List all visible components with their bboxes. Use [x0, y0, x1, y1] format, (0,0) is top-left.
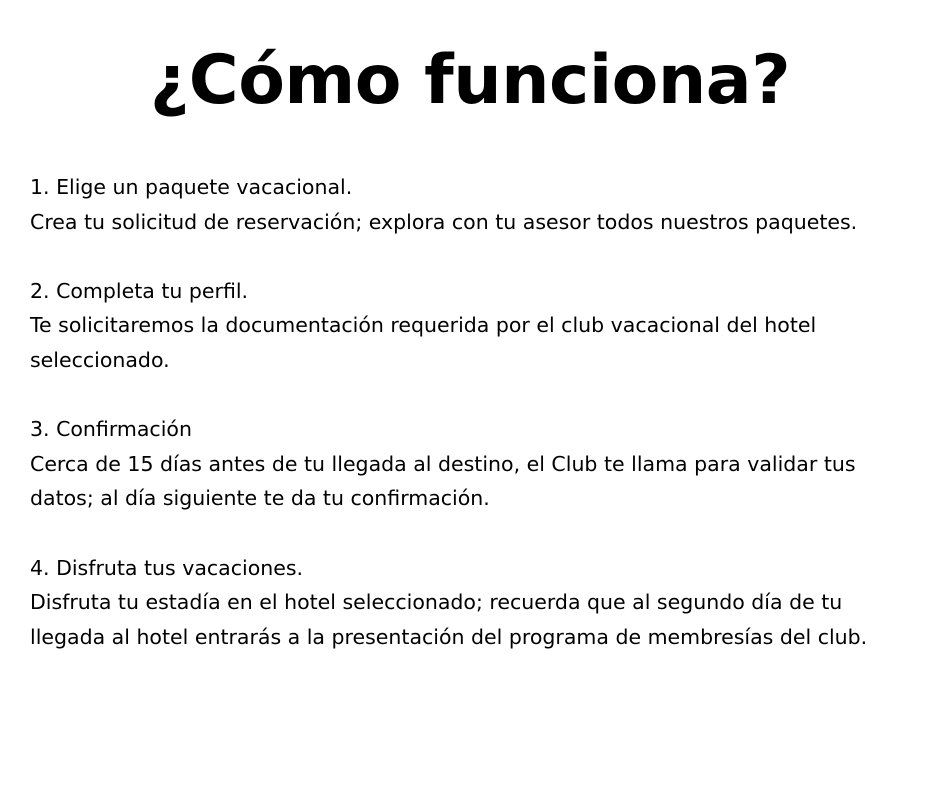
step-description: Disfruta tu estadía en el hotel seleccionado; recuerda que al segundo día de tu llegada al hotel entrarás a la presentación del programa de membresías del club. — [30, 590, 868, 649]
step-3 — [30, 412, 920, 516]
steps-list — [30, 170, 920, 689]
step-description: Cerca de 15 días antes de tu llegada al destino, el Club te llama para validar tus datos; al día siguiente te da tu confirmación. — [30, 451, 856, 511]
step-heading: 3. Confirmación — [30, 417, 192, 442]
step-heading: 2. Completa tu perfil. — [30, 278, 249, 303]
step-4 — [30, 551, 920, 655]
step-heading: 1. Elige un paquete vacacional. — [30, 175, 353, 199]
step-description: Crea tu solicitud de reservación; explora con tu asesor todos nuestros paquetes. — [30, 209, 858, 234]
step-2 — [30, 274, 920, 378]
page-title: ¿Cómo funciona? — [149, 41, 791, 120]
step-1 — [30, 170, 920, 239]
step-description: Te solicitaremos la documentación requerida por el club vacacional del hotel seleccionado. — [30, 313, 817, 372]
step-heading: 4. Disfruta tus vacaciones. — [30, 555, 304, 580]
